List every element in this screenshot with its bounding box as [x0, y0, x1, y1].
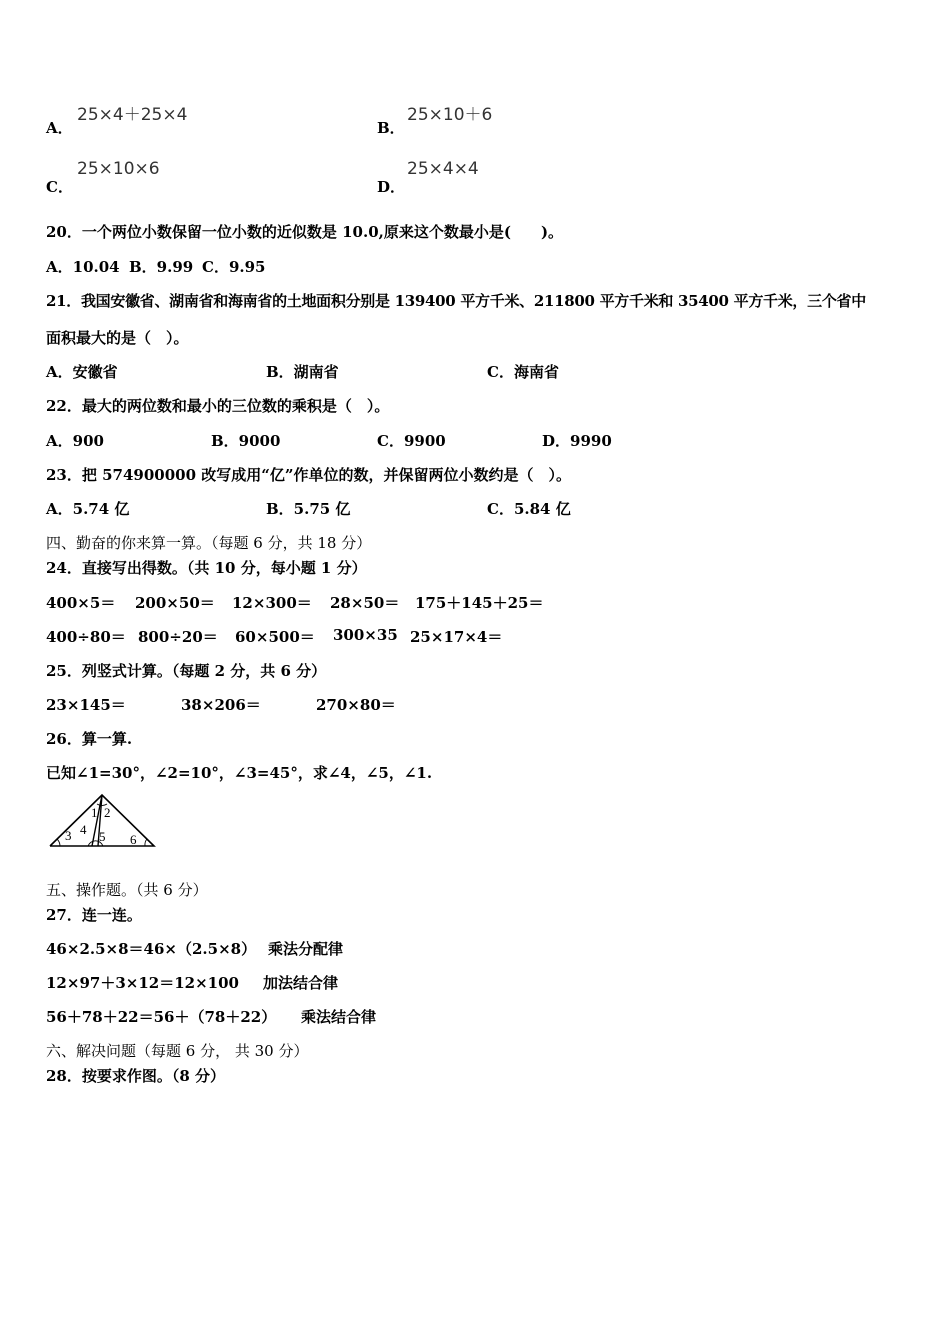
- q19-option-a-letter: A．: [46, 119, 73, 137]
- section-5-heading: 五、操作题。（共 6 分）: [46, 881, 208, 899]
- q25-item: 270×80＝: [316, 696, 396, 714]
- angle-arc-left: [57, 839, 60, 846]
- q20-stem: 20．一个两位小数保留一位小数的近似数是 10.0,原来这个数最小是( )。: [46, 223, 564, 241]
- q26-title: 26．算一算.: [46, 730, 133, 748]
- q19-option-c-expr: 25×10×6: [77, 159, 160, 179]
- q21-option-c: C．海南省: [487, 363, 559, 381]
- q20-option-a: A．10.04: [46, 258, 120, 276]
- q24-item: 12×300＝: [232, 594, 312, 612]
- q24-item: 25×17×4＝: [410, 628, 503, 646]
- q27-left-expression: 46×2.5×8＝46×（2.5×8）: [46, 940, 257, 958]
- q28-title: 28．按要求作图。（8 分）: [46, 1067, 226, 1085]
- q22-option-d: D．9990: [542, 432, 612, 450]
- q23-option-a: A．5.74 亿: [46, 500, 130, 518]
- q25-item: 23×145＝: [46, 696, 126, 714]
- q24-item: 175＋145＋25＝: [415, 594, 544, 612]
- q22-stem: 22．最大的两位数和最小的三位数的乘积是（ ）。: [46, 397, 390, 415]
- q27-title: 27．连一连。: [46, 906, 142, 924]
- q19-option-c-letter: C．: [46, 178, 73, 196]
- q27-left-expression: 12×97＋3×12＝12×100: [46, 974, 239, 992]
- angle-label-3: 3: [65, 828, 72, 843]
- angle-label-6: 6: [130, 832, 137, 847]
- q24-item: 300×35: [333, 626, 398, 644]
- q21-stem-line1: 21．我国安徽省、湖南省和海南省的土地面积分别是 139400 平方千米、211800 平方千米和 35400 平方千米，三个省中: [46, 292, 866, 310]
- q23-stem: 23．把 574900000 改写成用“亿”作单位的数，并保留两位小数约是（ ）。: [46, 466, 572, 484]
- q27-left-expression: 56＋78＋22＝56＋（78＋22）: [46, 1008, 277, 1026]
- q19-option-b-letter: B．: [377, 119, 405, 137]
- q20-option-c: C．9.95: [202, 258, 266, 276]
- q19-option-d-expr: 25×4×4: [407, 159, 479, 179]
- q27-right-law: 加法结合律: [263, 974, 339, 992]
- q27-right-law: 乘法结合律: [301, 1008, 377, 1026]
- angle-label-1: 1: [91, 805, 98, 820]
- q24-item: 200×50＝: [135, 594, 215, 612]
- angle-arc-right: [145, 839, 147, 846]
- q20-option-b: B．9.99: [129, 258, 194, 276]
- q22-option-c: C．9900: [377, 432, 446, 450]
- q22-option-a: A．900: [46, 432, 104, 450]
- q24-item: 28×50＝: [330, 594, 400, 612]
- section-6-heading: 六、解决问题（每题 6 分， 共 30 分）: [46, 1042, 309, 1060]
- q22-option-b: B．9000: [211, 432, 281, 450]
- section-4-heading: 四、勤奋的你来算一算。（每题 6 分，共 18 分）: [46, 534, 372, 552]
- q25-item: 38×206＝: [181, 696, 261, 714]
- q21-stem-line2: 面积最大的是（ ）。: [46, 329, 189, 347]
- q26-given: 已知∠1=30°，∠2=10°，∠3=45°，求∠4，∠5，∠1.: [46, 764, 433, 782]
- q19-option-d-letter: D．: [377, 178, 406, 196]
- q24-item: 800÷20＝: [138, 628, 218, 646]
- q23-option-b: B．5.75 亿: [266, 500, 351, 518]
- q24-title: 24．直接写出得数。（共 10 分，每小题 1 分）: [46, 559, 367, 577]
- angle-label-4: 4: [80, 822, 87, 837]
- q27-right-law: 乘法分配律: [268, 940, 344, 958]
- q23-option-c: C．5.84 亿: [487, 500, 571, 518]
- q21-option-a: A．安徽省: [46, 363, 118, 381]
- q24-item: 60×500＝: [235, 628, 315, 646]
- triangle-angle-figure: [46, 790, 160, 852]
- q19-option-a-expr: 25×4＋25×4: [77, 105, 188, 125]
- q25-title: 25．列竖式计算。（每题 2 分，共 6 分）: [46, 662, 327, 680]
- q21-option-b: B．湖南省: [266, 363, 339, 381]
- q24-item: 400÷80＝: [46, 628, 126, 646]
- angle-label-5: 5: [99, 829, 106, 844]
- q24-item: 400×5＝: [46, 594, 116, 612]
- angle-label-2: 2: [104, 805, 111, 820]
- q19-option-b-expr: 25×10＋6: [407, 105, 493, 125]
